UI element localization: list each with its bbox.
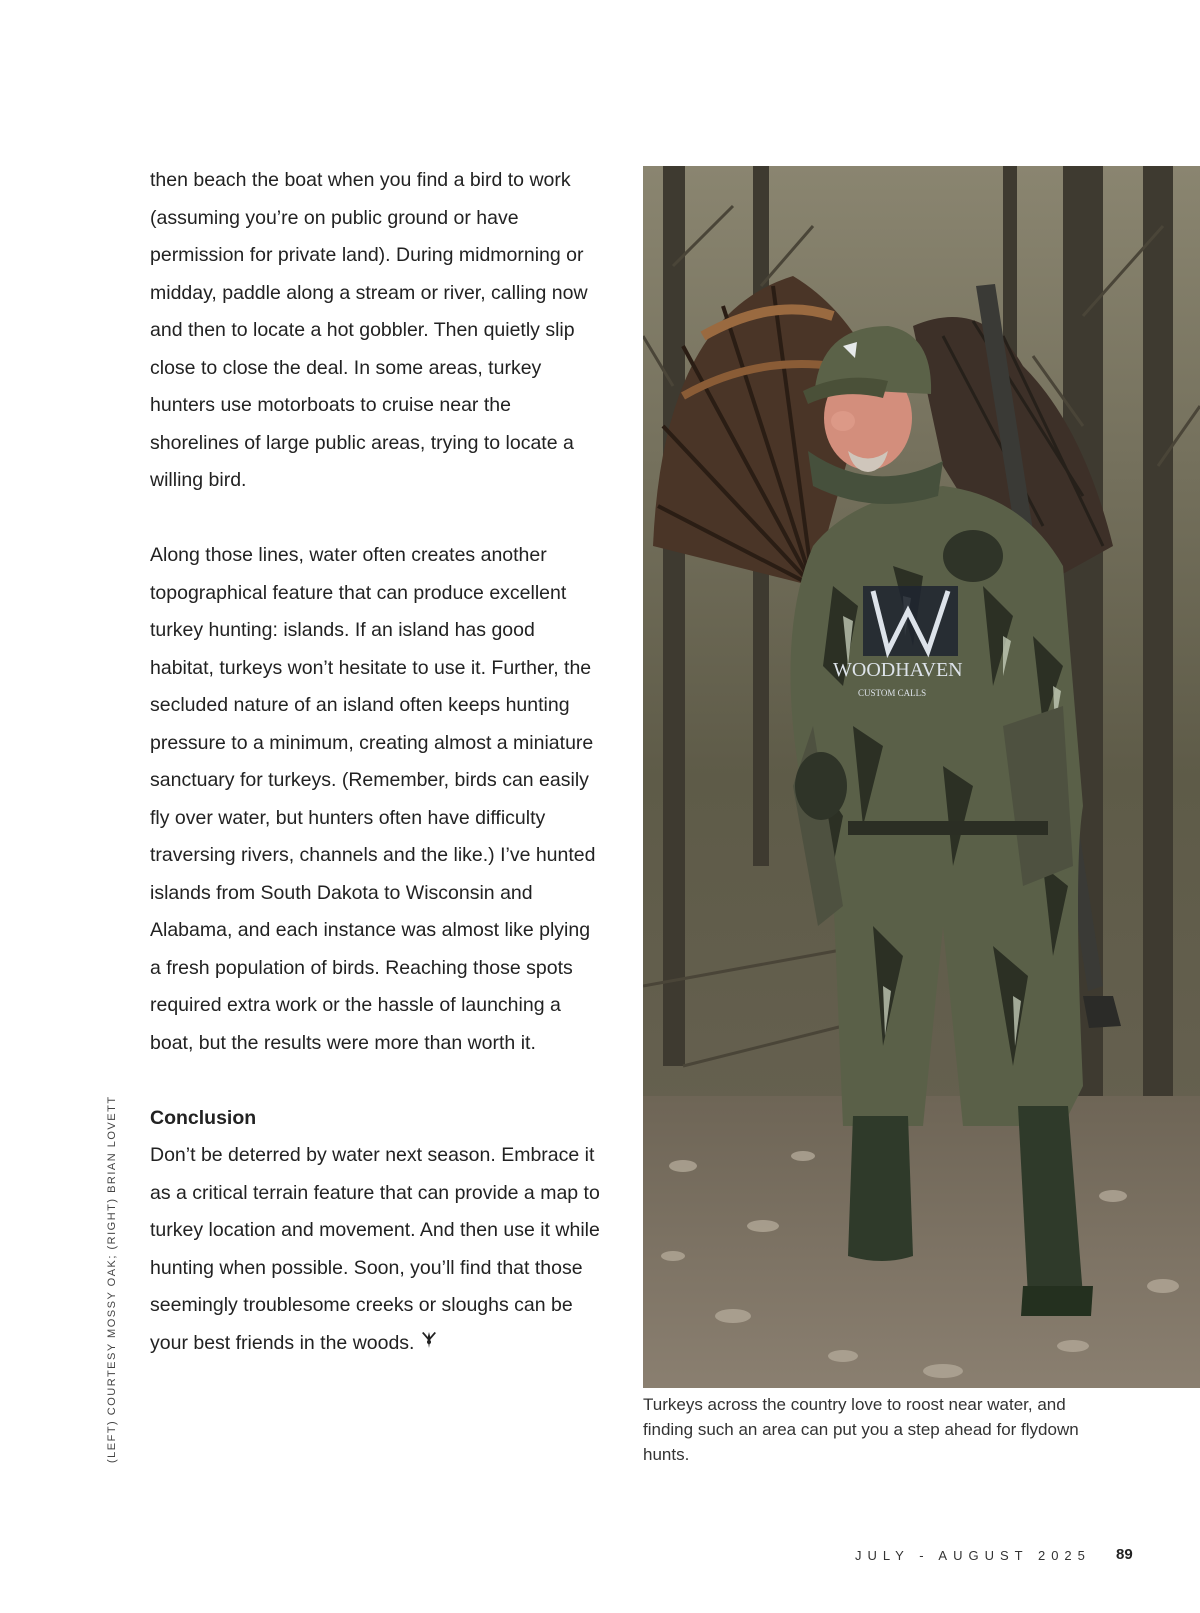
- photo-credit: (LEFT) COURTESY MOSSY OAK; (RIGHT) BRIAN LOVETT: [106, 1095, 118, 1463]
- article-body: [150, 162, 600, 1362]
- section-heading: Conclusion: [150, 1106, 257, 1129]
- shirt-logo-subtext: CUSTOM CALLS: [858, 688, 927, 698]
- turkey-track-icon: [420, 1325, 438, 1363]
- photo-caption: Turkeys across the country love to roost near water, and finding such an area can put you a step ahead for flydown hunts.: [643, 1395, 1079, 1464]
- article-paragraph: [150, 1137, 600, 1362]
- page-number: 89: [1116, 1546, 1133, 1563]
- paragraph-gap: [150, 500, 600, 538]
- conclusion-text: Don’t be deterred by water next season. Embrace it as a critical terrain feature that can provide a map to turkey location and movement. And then use it while hunting when possible. Soon, you’ll find that those seemingly troublesome creeks or sloughs can be your best friends in the woods.: [150, 1144, 600, 1354]
- issue-date: JULY - AUGUST 2025: [855, 1548, 1091, 1563]
- hunter-photo: [643, 166, 1200, 1388]
- article-paragraph: Along those lines, water often creates another topographical feature that can produce excellent turkey hunting: islands. If an island has good habitat, turkeys won’t hesitate to use it. Further, the secluded nature of an island often keeps hunting pressure to a minimum, creating almost a miniature sanctuary for turkeys. (Remember, birds can easily fly over water, but hunters often have difficulty traversing rivers, channels and the like.) I’ve hunted islands from South Dakota to Wisconsin and Alabama, and each instance was almost like plying a fresh population of birds. Reaching those spots required extra work or the hassle of launching a boat, but the results were more than worth it.: [150, 544, 596, 1054]
- paragraph-gap: [150, 1062, 600, 1100]
- article-paragraph: then beach the boat when you find a bird to work (assuming you’re on public ground or have permission for private land). During midmorning or midday, paddle along a stream or river, calling now and then to locate a hot gobbler. Then quietly slip close to close the deal. In some areas, turkey hunters use motorboats to cruise near the shorelines of large public areas, trying to locate a willing bird.: [150, 169, 588, 491]
- shirt-logo-text: WOODHAVEN: [833, 659, 963, 681]
